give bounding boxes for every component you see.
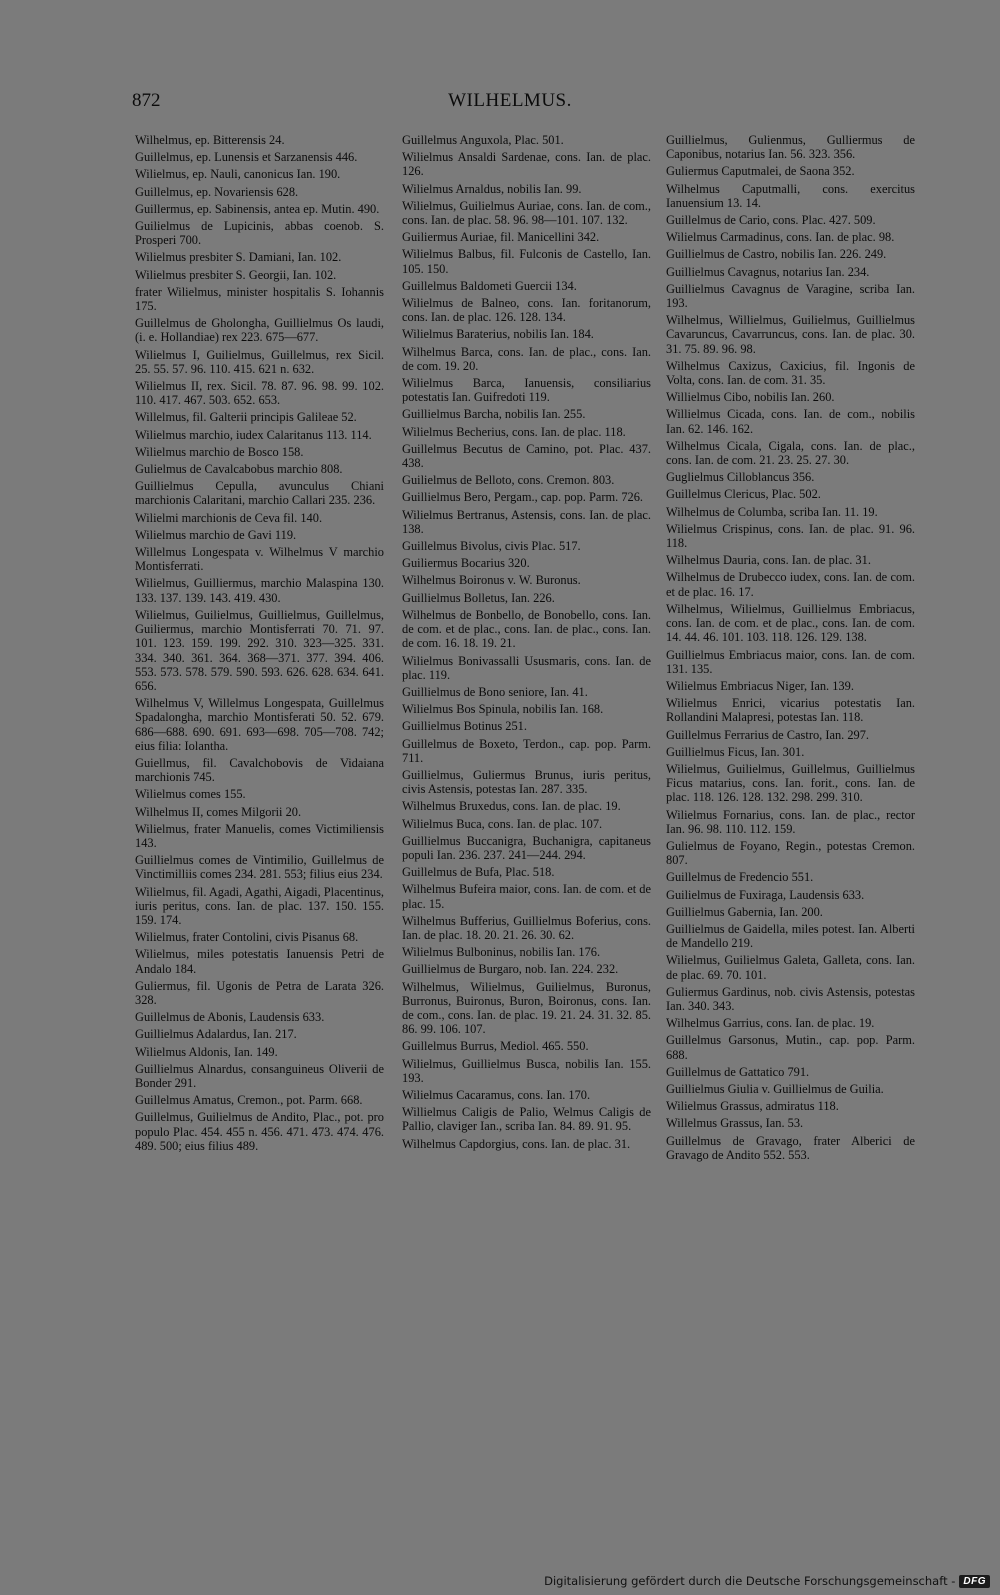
index-entry: Guillelmus de Gattatico 791.	[666, 1064, 810, 1079]
index-entry: Guillelmus de Gravago, frater Alberici de Gravago de Andito 552. 553.	[666, 1133, 915, 1162]
index-entry: Gulielmus de Cavalcabobus marchio 808.	[135, 462, 343, 477]
index-entry: Guillelmus Anguxola, Plac. 501.	[402, 133, 564, 147]
index-entry: Guillelmus Baldometi Guercii 134.	[402, 278, 577, 293]
index-entry: Guiliermus Auriae, fil. Manicellini 342.	[402, 230, 600, 245]
index-entry: Guillelmus Bivolus, civis Plac. 517.	[402, 539, 581, 554]
index-entry: frater Wilielmus, minister hospitalis S. Iohannis 175.	[135, 284, 384, 314]
index-entry: Wilhelmus de Bonbello, de Bonobello, cons. Ian. de com. et de plac., cons. Ian. de plac., cons. Ian. de com. 16. 18. 19. 21.	[402, 607, 651, 651]
index-entry: Guillielmus de Burgaro, nob. Ian. 224. 232.	[402, 962, 619, 977]
index-entry: Willielmus Cicada, cons. Ian. de com., nobilis Ian. 62. 146. 162.	[666, 407, 915, 436]
index-entry: Wilielmus presbiter S. Georgii, Ian. 102.	[135, 267, 337, 282]
index-columns	[135, 133, 920, 1493]
index-entry: Guillelmus, ep. Lunensis et Sarzanensis 446.	[135, 150, 358, 165]
index-entry: Wilielmus marchio, iudex Calaritanus 113. 114.	[135, 427, 372, 442]
index-entry: Wilhelmus, Willielmus, Guilielmus, Guillielmus Cavaruncus, Cavarruncus, cons. Ian. de plac. 30. 31. 75. 89. 96. 98.	[666, 313, 915, 356]
index-column-3	[666, 133, 915, 1165]
index-entry: Gulielmus de Foyano, Regin., potestas Cremon. 807.	[666, 838, 915, 868]
index-entry: Guliermus Gardinus, nob. civis Astensis, potestas Ian. 340. 343.	[666, 984, 915, 1013]
index-entry: Wilielmi marchionis de Ceva fil. 140.	[135, 510, 323, 525]
index-entry: Wilielmus, ep. Nauli, canonicus Ian. 190.	[135, 167, 341, 182]
dfg-logo: DFG	[959, 1575, 990, 1588]
index-entry: Wilielmus Barca, Ianuensis, consiliarius potestatis Ian. Guifredoti 119.	[402, 376, 651, 405]
index-entry: Wilielmus presbiter S. Damiani, Ian. 102.	[135, 250, 342, 265]
index-entry: Guliermus Caputmalei, de Saona 352.	[666, 164, 855, 179]
index-entry: Guilielmus de Belloto, cons. Cremon. 803.	[402, 473, 615, 488]
index-entry: Wilhelmus Garrius, cons. Ian. de plac. 19.	[666, 1016, 875, 1031]
index-entry: Wilhelmus Bufeira maior, cons. Ian. de com. et de plac. 15.	[402, 882, 651, 911]
index-entry: Wilielmus Grassus, admiratus 118.	[666, 1099, 839, 1114]
index-entry: Guillelmus de Fredencio 551.	[666, 870, 814, 885]
index-entry: Guillelmus de Cario, cons. Plac. 427. 509.	[666, 213, 876, 228]
index-entry: Wilhelmus Capdorgius, cons. Ian. de plac. 31.	[402, 1136, 631, 1151]
index-entry: Wilhelmus Boironus v. W. Buronus.	[402, 573, 581, 588]
index-entry: Guillielmus de Bono seniore, Ian. 41.	[402, 684, 588, 699]
index-entry: Wilhelmus II, comes Milgorii 20.	[135, 804, 302, 819]
index-entry: Willelmus Longespata v. Wilhelmus V marchio Montisferrati.	[135, 545, 384, 574]
index-entry: Wilhelmus, ep. Bitterensis 24.	[135, 133, 285, 147]
index-entry: Guillielmus comes de Vintimilio, Guillelmus de Vinctimilliis comes 234. 281. 553; filius eius 234.	[135, 853, 384, 882]
index-entry: Guiellmus, fil. Cavalchobovis de Vidaiana marchionis 745.	[135, 755, 384, 785]
index-entry: Wilielmus marchio de Gavi 119.	[135, 527, 297, 542]
index-entry: Guliermus, fil. Ugonis de Petra de Larata 326. 328.	[135, 978, 384, 1007]
index-entry: Wilhelmus Barca, cons. Ian. de plac., cons. Ian. de com. 19. 20.	[402, 344, 651, 373]
index-entry: Guillielmus Giulia v. Guillielmus de Guilia.	[666, 1081, 884, 1096]
index-entry: Guillielmus Adalardus, Ian. 217.	[135, 1027, 297, 1042]
index-entry: Guillielmus, Gulienmus, Gulliermus de Caponibus, notarius Ian. 56. 323. 356.	[666, 133, 915, 162]
index-entry: Wilielmus, Guillielmus Busca, nobilis Ian. 155. 193.	[402, 1056, 651, 1085]
index-entry: Willelmus, fil. Galterii principis Galileae 52.	[135, 410, 357, 425]
index-entry: Guillelmus Garsonus, Mutin., cap. pop. Parm. 688.	[666, 1033, 915, 1062]
index-entry: Guillielmus Embriacus maior, cons. Ian. de com. 131. 135.	[666, 647, 915, 676]
index-entry: Wilielmus, Guilielmus Galeta, Galleta, cons. Ian. de plac. 69. 70. 101.	[666, 953, 915, 982]
index-entry: Wilielmus Cacaramus, cons. Ian. 170.	[402, 1087, 591, 1102]
index-entry: Willielmus Caligis de Palio, Welmus Caligis de Pallio, claviger Ian., scriba Ian. 84. 89. 91. 95.	[402, 1105, 651, 1134]
page-number: 872	[132, 90, 161, 111]
index-entry: Guillielmus Barcha, nobilis Ian. 255.	[402, 407, 586, 422]
index-entry: Guillielmus Gabernia, Ian. 200.	[666, 904, 823, 919]
index-entry: Guillielmus Cavagnus, notarius Ian. 234.	[666, 264, 870, 279]
index-entry: Willielmus Cibo, nobilis Ian. 260.	[666, 390, 835, 405]
index-entry: Wilhelmus de Columba, scriba Ian. 11. 19.	[666, 504, 878, 519]
index-entry: Wilielmus de Balneo, cons. Ian. foritanorum, cons. Ian. de plac. 126. 128. 134.	[402, 296, 651, 325]
index-entry: Wilielmus, miles potestatis Ianuensis Petri de Andalo 184.	[135, 947, 384, 976]
running-title: WILHELMUS.	[448, 90, 572, 111]
index-entry: Wilielmus marchio de Bosco 158.	[135, 444, 304, 459]
index-entry: Guillelmus de Gholongha, Guillielmus Os laudi, (i. e. Hollandiae) rex 223. 675—677.	[135, 316, 384, 345]
index-entry: Guillielmus Cavagnus de Varagine, scriba Ian. 193.	[666, 281, 915, 311]
index-entry: Guillermus, ep. Sabinensis, antea ep. Mutin. 490.	[135, 201, 380, 216]
index-entry: Wilielmus comes 155.	[135, 787, 246, 802]
index-entry: Wilielmus Aldonis, Ian. 149.	[135, 1044, 278, 1059]
index-entry: Wilielmus, frater Manuelis, comes Victimiliensis 143.	[135, 821, 384, 850]
funding-footer	[544, 1571, 990, 1591]
index-entry: Wilhelmus V, Willelmus Longespata, Guillelmus Spadalongha, marchio Montisferati 50. 52. 679. 686—688. 690. 691. 693—698. 705—708. 742; eius filia: Iolantha.	[135, 696, 384, 753]
index-entry: Wilielmus II, rex. Sicil. 78. 87. 96. 98. 99. 102. 110. 417. 467. 503. 652. 653.	[135, 379, 384, 408]
index-entry: Guiliermus Bocarius 320.	[402, 556, 530, 571]
index-entry: Wilielmus, Guilielmus, Guillelmus, Guillielmus Ficus matarius, cons. Ian. forit., cons. Ian. de plac. 118. 126. 128. 132. 298. 299. 310.	[666, 761, 915, 805]
index-entry: Guillelmus, ep. Novariensis 628.	[135, 184, 299, 199]
page-header	[120, 90, 900, 118]
index-entry: Wilielmus Balbus, fil. Fulconis de Castello, Ian. 105. 150.	[402, 247, 651, 276]
index-entry: Guillelmus Amatus, Cremon., pot. Parm. 668.	[135, 1093, 363, 1108]
index-entry: Wilhelmus Caxizus, Caxicius, fil. Ingonis de Volta, cons. Ian. de com. 31. 35.	[666, 358, 915, 388]
index-entry: Guillelmus Clericus, Plac. 502.	[666, 487, 821, 502]
index-entry: Wilielmus Buca, cons. Ian. de plac. 107.	[402, 816, 603, 831]
index-entry: Guillielmus Buccanigra, Buchanigra, capitaneus populi Ian. 236. 237. 241—244. 294.	[402, 833, 651, 862]
index-entry: Wilielmus Bonivassalli Ususmaris, cons. Ian. de plac. 119.	[402, 653, 651, 682]
index-entry: Guglielmus Cilloblancus 356.	[666, 470, 815, 485]
index-entry: Guillielmus Ficus, Ian. 301.	[666, 744, 805, 759]
index-entry: Wilielmus, Guilielmus, Guillielmus, Guillelmus, Guiliermus, marchio Montisferrati 70. 71. 97. 101. 123. 159. 199. 292. 310. 323—325. 331. 334. 340. 361. 364. 368—371. 377. 394. 406. 553. 573. 578. 579. 590. 593. 626. 628. 634. 641. 656.	[135, 607, 384, 693]
index-entry: Guillielmus Alnardus, consanguineus Oliverii de Bonder 291.	[135, 1061, 384, 1090]
index-entry: Guillielmus Botinus 251.	[402, 719, 527, 734]
index-entry: Guillielmus Cepulla, avunculus Chiani marchionis Calaritani, marchio Callari 235. 236.	[135, 479, 384, 508]
footer-text: Digitalisierung gefördert durch die Deutsche Forschungsgemeinschaft -	[544, 1574, 956, 1588]
index-entry: Guilielmus de Fuxiraga, Laudensis 633.	[666, 887, 865, 902]
index-entry: Guilielmus de Lupicinis, abbas coenob. S. Prosperi 700.	[135, 219, 384, 248]
index-entry: Wilhelmus Cicala, Cigala, cons. Ian. de plac., cons. Ian. de com. 21. 23. 25. 27. 30.	[666, 438, 915, 468]
index-entry: Wilielmus Enrici, vicarius potestatis Ian. Rollandini Malapresi, potestas Ian. 118.	[666, 696, 915, 725]
index-entry: Guillelmus Becutus de Camino, pot. Plac. 437. 438.	[402, 441, 651, 471]
index-entry: Guillielmus, Guliermus Brunus, iuris peritus, civis Astensis, potestas Ian. 287. 335.	[402, 767, 651, 797]
index-entry: Wilielmus Carmadinus, cons. Ian. de plac. 98.	[666, 230, 895, 245]
index-entry: Wilielmus, fil. Agadi, Agathi, Aigadi, Placentinus, iuris peritus, cons. Ian. de plac. 137. 150. 155. 159. 174.	[135, 884, 385, 927]
index-entry: Guillielmus Bero, Pergam., cap. pop. Parm. 726.	[402, 490, 644, 505]
index-entry: Guillelmus Ferrarius de Castro, Ian. 297.	[666, 727, 870, 742]
index-entry: Wilielmus Bertranus, Astensis, cons. Ian. de plac. 138.	[402, 507, 651, 536]
index-entry: Wilielmus, Guilielmus Auriae, cons. Ian. de com., cons. Ian. de plac. 58. 96. 98—101. 107. 132.	[402, 198, 651, 228]
index-column-1	[135, 133, 384, 1156]
index-entry: Wilielmus Crispinus, cons. Ian. de plac. 91. 96. 118.	[666, 521, 915, 551]
index-entry: Wilhelmus Caputmalli, cons. exercitus Ianuensium 13. 14.	[666, 181, 915, 210]
index-entry: Wilhelmus Dauria, cons. Ian. de plac. 31.	[666, 553, 871, 568]
index-entry: Guillelmus de Bufa, Plac. 518.	[402, 865, 555, 880]
index-entry: Wilhelmus Bufferius, Guillielmus Boferius, cons. Ian. de plac. 18. 20. 21. 26. 30. 62.	[402, 913, 651, 942]
index-entry: Wilielmus Arnaldus, nobilis Ian. 99.	[402, 181, 582, 196]
index-entry: Wilhelmus Bruxedus, cons. Ian. de plac. 19.	[402, 799, 621, 814]
index-entry: Wilhelmus, Wilielmus, Guilielmus, Buronus, Burronus, Buironus, Buron, Boironus, cons. Ian. de com., cons. Ian. de plac. 19. 21. 24. 31. 32. 85. 86. 99. 106. 107.	[402, 979, 651, 1037]
index-entry: Wilielmus, frater Contolini, civis Pisanus 68.	[135, 930, 359, 945]
index-entry: Wilielmus Ansaldi Sardenae, cons. Ian. de plac. 126.	[402, 150, 651, 179]
index-entry: Wilielmus I, Guilielmus, Guillelmus, rex Sicil. 25. 55. 57. 96. 110. 415. 621 n. 632.	[135, 347, 384, 376]
index-entry: Guillielmus de Gaidella, miles potest. Ian. Alberti de Mandello 219.	[666, 921, 915, 951]
index-entry: Wilielmus Bos Spinula, nobilis Ian. 168.	[402, 702, 604, 717]
index-entry: Guillielmus Bolletus, Ian. 226.	[402, 590, 555, 605]
index-entry: Guillelmus de Boxeto, Terdon., cap. pop. Parm. 711.	[402, 736, 651, 765]
index-entry: Wilhelmus de Drubecco iudex, cons. Ian. de com. et de plac. 16. 17.	[666, 570, 915, 599]
index-column-2	[402, 133, 651, 1154]
index-entry: Guillelmus, Guilielmus de Andito, Plac., pot. pro populo Plac. 454. 455 n. 456. 471. 473. 474. 476. 489. 500; eius filius 489.	[135, 1110, 384, 1153]
index-entry: Wilielmus Bulboninus, nobilis Ian. 176.	[402, 945, 601, 960]
index-entry: Wilielmus Baraterius, nobilis Ian. 184.	[402, 327, 594, 342]
index-entry: Guillelmus Burrus, Mediol. 465. 550.	[402, 1039, 589, 1054]
index-entry: Guillelmus de Abonis, Laudensis 633.	[135, 1010, 325, 1025]
index-entry: Wilielmus Embriacus Niger, Ian. 139.	[666, 678, 854, 693]
index-entry: Wilielmus, Guilliermus, marchio Malaspina 130. 133. 137. 139. 143. 419. 430.	[135, 576, 384, 605]
index-entry: Wilhelmus, Wilielmus, Guillielmus Embriacus, cons. Ian. de com. et de plac., cons. Ian. de com. 14. 44. 46. 101. 103. 118. 126. 129. 138.	[666, 601, 915, 645]
index-entry: Wilielmus Fornarius, cons. Ian. de plac., rector Ian. 96. 98. 110. 112. 159.	[666, 807, 915, 836]
index-entry: Willelmus Grassus, Ian. 53.	[666, 1116, 804, 1131]
index-entry: Wilielmus Becherius, cons. Ian. de plac. 118.	[402, 424, 626, 439]
index-entry: Guillielmus de Castro, nobilis Ian. 226. 249.	[666, 247, 887, 262]
